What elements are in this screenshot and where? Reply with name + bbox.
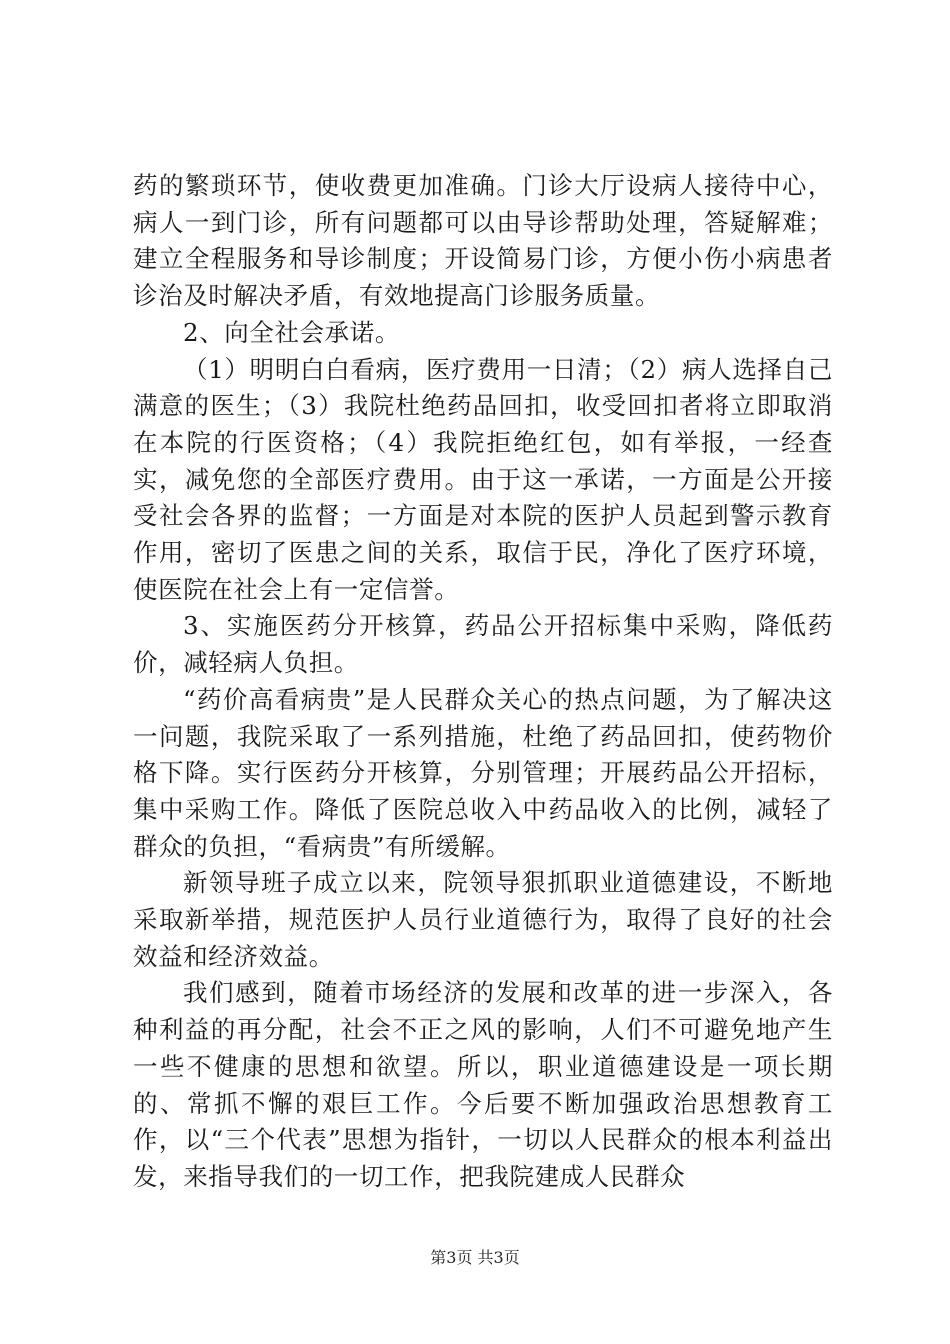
paragraph-4: 3、实施医药分开核算，药品公开招标集中采购，降低药价，减轻病人负担。 bbox=[133, 611, 833, 678]
page-number-footer: 第3页 共3页 bbox=[430, 1248, 520, 1267]
paragraph-5: “药价高看病贵”是人民群众关心的热点问题，为了解决这一问题，我院采取了一系列措施，杜绝了药品回扣，使药物价格下降。实行医药分开核算，分别管理；开展药品公开招标，集中采购工作。降低了医院总收入中药品收入的比例，减轻了群众的负担，“看病贵”有所缓解。 bbox=[133, 684, 833, 861]
paragraph-7: 我们感到，随着市场经济的发展和改革的进一步深入，各种利益的再分配，社会不正之风的影响，人们不可避免地产生一些不健康的思想和欲望。所以，职业道德建设是一项长期的、常抓不懈的艰巨工作。今后要不断加强政治思想教育工作，以“三个代表”思想为指针，一切以人民群众的根本利益出发，来指导我们的一切工作，把我院建成人民群众 bbox=[133, 978, 833, 1191]
paragraph-1: 药的繁琐环节，使收费更加准确。门诊大厅设病人接待中心，病人一到门诊，所有问题都可以由导诊帮助处理，答疑解难；建立全程服务和导诊制度；开设简易门诊，方便小伤小病患者诊治及时解决矛盾，有效地提高门诊服务质量。 bbox=[133, 171, 833, 311]
paragraph-2: 2、向全社会承诺。 bbox=[183, 317, 400, 347]
paragraph-3: （1）明明白白看病，医疗费用一日清；（2）病人选择自己满意的医生；（3）我院杜绝药品回扣，收受回扣者将立即取消在本院的行医资格；（4）我院拒绝红包，如有举报，一经查实，减免您的全部医疗费用。由于这一承诺，一方面是公开接受社会各界的监督；一方面是对本院的医护人员起到警示教育作用，密切了医患之间的关系，取信于民，净化了医疗环境，使医院在社会上有一定信誉。 bbox=[133, 354, 833, 604]
document-body bbox=[133, 168, 833, 1196]
paragraph-6: 新领导班子成立以来，院领导狠抓职业道德建设，不断地采取新举措，规范医护人员行业道德行为，取得了良好的社会效益和经济效益。 bbox=[133, 868, 833, 971]
